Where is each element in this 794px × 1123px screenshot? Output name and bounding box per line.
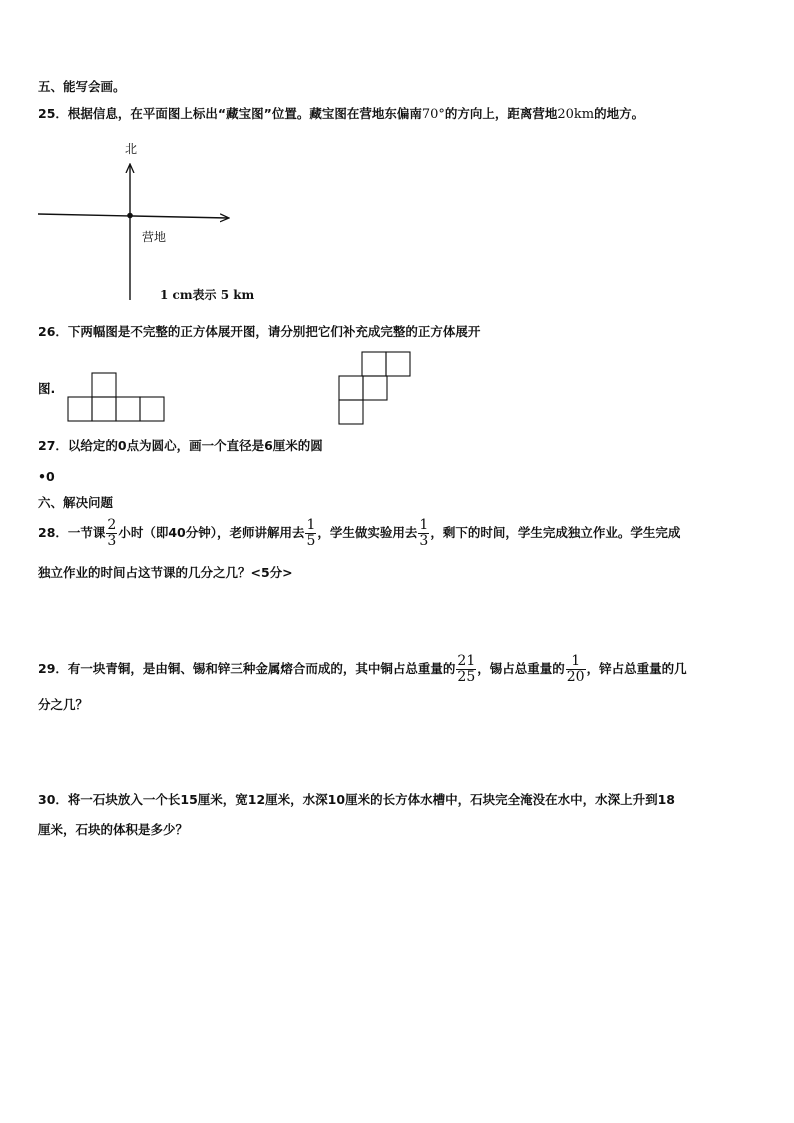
q27-text: 27．以给定的0点为圆心，画一个直径是6厘米的圆: [38, 438, 323, 453]
net-right-square-4: [363, 376, 387, 400]
q29-text-2: ，锡占总重量的: [477, 661, 565, 676]
q28-fraction-1-5: [305, 518, 316, 549]
q28-fraction-1-5-numerator: 1: [306, 517, 316, 533]
net-left-square-4: [140, 397, 164, 421]
q28-text-1: 28．一节课: [38, 525, 106, 540]
q29-fraction-1-20: [566, 654, 586, 685]
cube-net-right: [339, 352, 410, 424]
q26-line-1: 26．下两幅图是不完整的正方体展开图，请分别把它们补充成完整的正方体展开: [38, 324, 481, 339]
q27-center-point: •0: [38, 469, 55, 484]
q28-fraction-1-3-denominator: 3: [419, 533, 429, 549]
q29-fraction-21-25-denominator: 25: [457, 669, 476, 685]
q28-text-2: 小时（即40分钟），老师讲解用去: [118, 525, 305, 540]
net-left-top-square: [92, 373, 116, 397]
q25-text-a: 25．根据信息，在平面图上标出“藏宝图”位置。藏宝图在营地东偏南: [38, 106, 422, 121]
q29-line-2: 分之几？: [38, 697, 89, 712]
net-left-square-2: [92, 397, 116, 421]
net-right-square-5: [339, 400, 363, 424]
q28-text-4: ，剩下的时间，学生完成独立作业。学生完成: [430, 525, 681, 540]
q28-line-2: 独立作业的时间占这节课的几分之几？<5分>: [38, 565, 293, 580]
net-right-square-2: [386, 352, 410, 376]
net-right-square-1: [362, 352, 386, 376]
q25-text-c: 的地方。: [594, 106, 645, 121]
q25-angle: 70°: [421, 107, 445, 122]
q28-fraction-2-3: [106, 518, 117, 549]
net-right-square-3: [339, 376, 363, 400]
section-six-title: 六、解决问题: [38, 495, 114, 510]
q28-fraction-2-3-numerator: 2: [107, 517, 117, 533]
q30-line-2: 厘米，石块的体积是多少？: [38, 822, 189, 837]
q28-fraction-1-5-denominator: 5: [306, 533, 316, 549]
q29-fraction-21-25: [456, 654, 476, 685]
camp-label: 营地: [142, 230, 167, 244]
net-left-square-3: [116, 397, 140, 421]
q28-fraction-1-3-numerator: 1: [419, 517, 429, 533]
q29-line-1: [38, 652, 687, 686]
cube-net-left: [68, 373, 164, 421]
q28-text-3: ，学生做实验用去: [317, 525, 418, 540]
net-left-square-1: [68, 397, 92, 421]
q26-line-2: 图.: [38, 381, 56, 396]
q25-distance: 20km: [557, 107, 595, 122]
q28-fraction-1-3: [418, 518, 429, 549]
q29-text-1: 29．有一块青铜，是由铜、锡和锌三种金属熔合而成的，其中铜占总重量的: [38, 661, 456, 676]
section-five-title: 五、能写会画。: [38, 79, 126, 94]
q25-text-b: 的方向上，距离营地: [444, 106, 558, 121]
north-label: 北: [125, 142, 138, 156]
q28-fraction-2-3-denominator: 3: [107, 533, 117, 549]
q29-fraction-21-25-numerator: 21: [457, 653, 476, 669]
q29-text-3: ，锌占总重量的几: [586, 661, 687, 676]
q29-fraction-1-20-numerator: 1: [571, 653, 581, 669]
scale-label: 1 cm表示 5 km: [160, 288, 255, 302]
q30-line-1: 30．将一石块放入一个长15厘米，宽12厘米，水深10厘米的长方体水槽中，石块完全淹没在水中，水深上升到18: [38, 792, 675, 807]
q28-line-1: [38, 516, 680, 550]
q29-fraction-1-20-denominator: 20: [566, 669, 585, 685]
